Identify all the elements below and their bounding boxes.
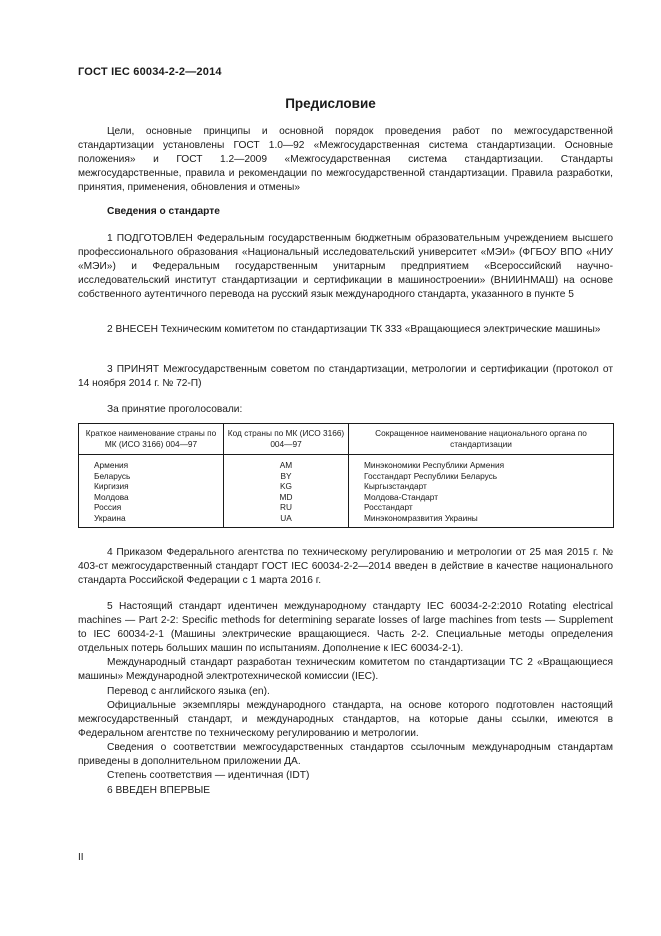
table-row [79,471,614,482]
item-5-degree-paragraph: Степень соответствия — идентичная (IDT) [107,770,310,782]
cell-code: RU [224,502,349,513]
intro-paragraph: Цели, основные принципы и основной порядок проведения работ по межгосударственной стандартизации установлены ГОСТ 1.0—92 «Межгосударственная система стандартизации. Основные положения» и ГОСТ 1.2—2009 «Межгосударственная система стандартизации. Стандарты межгосударственные, правила и рекомендации по межгосударственной стандартизации. Правила разработки, принятия, применения, обновления и отмены» [78,126,613,194]
item-5-translation-paragraph: Перевод с английского языка (en). [107,685,270,697]
item-5-references-paragraph: Сведения о соответствии межгосударственных стандартов ссылочным международным стандартам приведены в дополнительном приложении ДА. [78,741,613,768]
header-body: Сокращенное наименование национального органа по стандартизации [349,424,614,455]
cell-code: KG [224,481,349,492]
voted-label: За принятие проголосовали: [107,404,243,415]
item-5-developer-paragraph: Международный стандарт разработан техническим комитетом по стандартизации ТС 2 «Вращающиеся машины» Международной электротехнической комиссии (IEC). [78,657,613,683]
cell-code: MD [224,492,349,503]
cell-country: Россия [79,502,224,513]
document-code: ГОСТ IEC 60034-2-2—2014 [78,66,222,78]
table-row [79,481,614,492]
cell-body: Минэкономразвития Украины [349,513,614,527]
table-row [79,502,614,513]
cell-code: AM [224,455,349,471]
header-code: Код страны по МК (ИСО 3166) 004—97 [224,424,349,455]
cell-body: Госстандарт Республики Беларусь [349,471,614,482]
table-header-row [79,424,614,455]
page-title: Предисловие [285,96,376,111]
cell-country: Киргизия [79,481,224,492]
item-5-section [78,600,613,783]
voting-table [78,423,614,528]
item-1-paragraph: 1 ПОДГОТОВЛЕН Федеральным государственным бюджетным образовательным учреждением высшего профессионального образования «Национальный исследовательский университет «МЭИ» (ФГБОУ ВПО «НИУ «МЭИ») и Федеральным государственным унитарным предприятием «Всероссийский научно-исследовательский институт стандартизации и сертификации в машиностроении» (ВНИИНМАШ) на основе собственного аутентичного перевода на русский язык международного стандарта, указанного в пункте 5 [78,233,613,301]
cell-body: Молдова-Стандарт [349,492,614,503]
cell-body: Минэкономики Республики Армения [349,455,614,471]
cell-country: Молдова [79,492,224,503]
cell-country: Украина [79,513,224,527]
item-5-paragraph: 5 Настоящий стандарт идентичен международному стандарту IEC 60034-2-2:2010 Rotating electrical machines — Part 2-2: Specific methods for determining separate losses of large machines from tests — Supplement to IEC 60034-2-1 (Машины электрические вращающиеся. Часть 2-2. Специальные методы определения отдельных потерь больших машин по испытаниям. Дополнение к IEC 60034-2-1). [78,601,613,655]
cell-code: UA [224,513,349,527]
item-4-paragraph: 4 Приказом Федерального агентства по техническому регулированию и метрологии от 25 мая 2015 г. № 403-ст межгосударственный стандарт ГОСТ IEC 60034-2-2—2014 введен в действие в качестве национального стандарта Российской Федерации с 1 марта 2016 г. [78,547,613,587]
item-2-paragraph: 2 ВНЕСЕН Техническим комитетом по стандартизации ТК 333 «Вращающиеся электрические машины» [107,324,601,335]
cell-body: Кыргызстандарт [349,481,614,492]
item-5-official-copies-paragraph: Официальные экземпляры международного стандарта, на основе которого подготовлен настоящий межгосударственный стандарт, и международных стандартов, на которые даны ссылки, имеются в Федеральном агентстве по техническому регулированию и метрологии. [78,699,613,739]
table-row [79,492,614,503]
table-row [79,455,614,471]
table-row [79,513,614,527]
cell-body: Росстандарт [349,502,614,513]
item-6-paragraph: 6 ВВЕДЕН ВПЕРВЫЕ [107,785,211,796]
cell-country: Беларусь [79,471,224,482]
header-country: Краткое наименование страны по МК (ИСО 3166) 004—97 [79,424,224,455]
page-number: II [78,852,84,863]
cell-country: Армения [79,455,224,471]
section-heading: Сведения о стандарте [107,206,220,217]
item-3-paragraph: 3 ПРИНЯТ Межгосударственным советом по стандартизации, метрологии и сертификации (протокол от 14 ноября 2014 г. № 72-П) [78,364,613,390]
cell-code: BY [224,471,349,482]
